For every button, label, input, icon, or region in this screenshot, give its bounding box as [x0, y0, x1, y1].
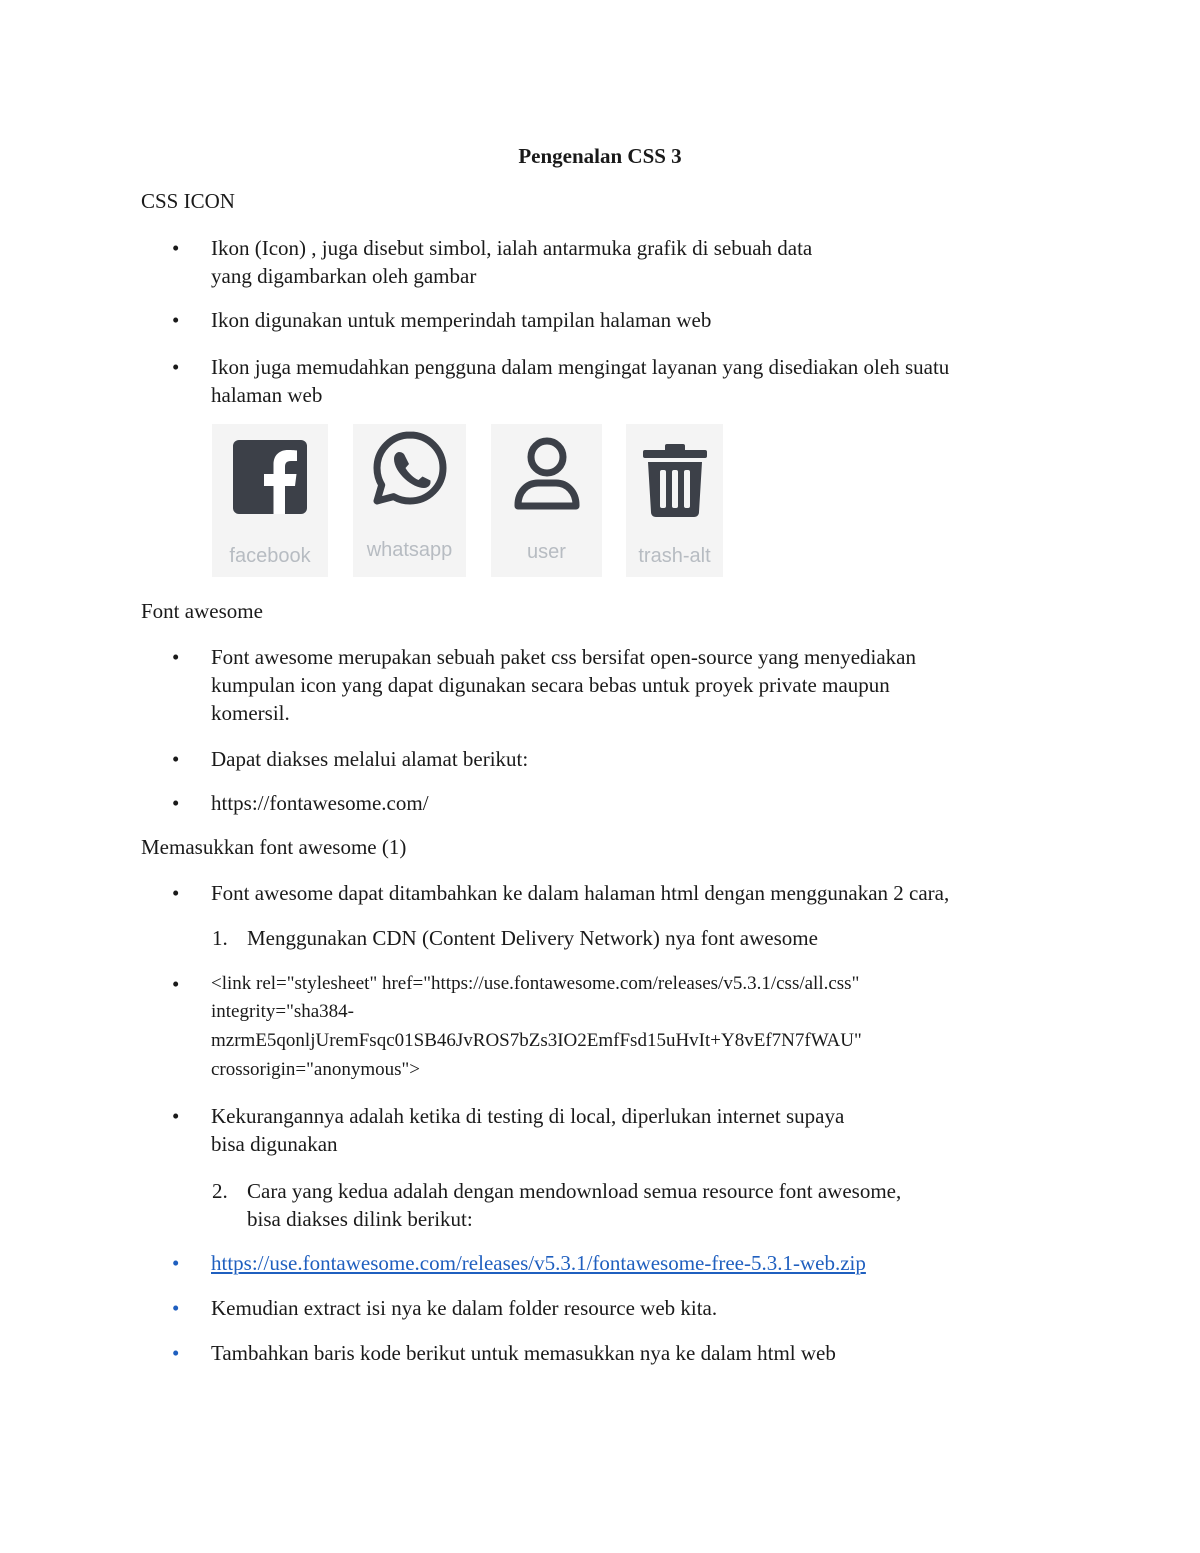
list-item-continuation: halaman web	[211, 383, 323, 407]
step-number: 1.	[212, 926, 228, 950]
bullet-marker: •	[172, 645, 180, 669]
icon-tile-user	[491, 424, 602, 577]
step-number: 2.	[212, 1179, 228, 1203]
bullet-marker: •	[172, 1104, 180, 1128]
code-line: integrity="sha384-	[211, 1001, 355, 1022]
trash-alt-icon	[643, 442, 707, 518]
bullet-marker: •	[172, 308, 180, 332]
download-link[interactable]: https://use.fontawesome.com/releases/v5.3.1/fontawesome-free-5.3.1-web.zip	[211, 1251, 866, 1275]
facebook-icon	[233, 440, 307, 514]
section-heading-css-icon: CSS ICON	[141, 189, 235, 213]
icon-label: user	[527, 541, 566, 563]
icon-tile-facebook	[212, 424, 328, 577]
bullet-marker: •	[172, 355, 180, 379]
list-item: Kekurangannya adalah ketika di testing di local, diperlukan internet supaya	[211, 1104, 845, 1128]
step-item-continuation: bisa diakses dilink berikut:	[247, 1207, 473, 1231]
whatsapp-icon	[372, 430, 448, 506]
fontawesome-url-text: https://fontawesome.com/	[211, 791, 429, 815]
user-icon	[512, 436, 582, 512]
list-item-continuation: komersil.	[211, 701, 290, 725]
icon-label: whatsapp	[366, 539, 453, 561]
code-line: <link rel="stylesheet" href="https://use.fontawesome.com/releases/v5.3.1/css/all.css"	[211, 973, 860, 994]
icon-label: trash-alt	[638, 545, 711, 567]
list-item: Ikon (Icon) , juga disebut simbol, ialah antarmuka grafik di sebuah data	[211, 236, 813, 260]
list-item: Dapat diakses melalui alamat berikut:	[211, 747, 529, 771]
icon-tile-trash-alt	[626, 424, 723, 577]
list-item: Font awesome dapat ditambahkan ke dalam halaman html dengan menggunakan 2 cara,	[211, 881, 950, 905]
list-item: Tambahkan baris kode berikut untuk memasukkan nya ke dalam html web	[211, 1341, 836, 1365]
step-item: Menggunakan CDN (Content Delivery Network) nya font awesome	[247, 926, 818, 950]
list-item-continuation: yang digambarkan oleh gambar	[211, 264, 477, 288]
bullet-marker: •	[172, 1341, 180, 1365]
bullet-marker: •	[172, 747, 180, 771]
bullet-marker: •	[172, 881, 180, 905]
section-heading-memasukkan: Memasukkan font awesome (1)	[141, 835, 407, 859]
section-heading-font-awesome: Font awesome	[141, 599, 263, 623]
bullet-marker: •	[172, 791, 180, 815]
icon-label: facebook	[229, 545, 311, 567]
list-item: Font awesome merupakan sebuah paket css bersifat open-source yang menyediakan	[211, 645, 917, 669]
list-item-continuation: bisa digunakan	[211, 1132, 338, 1156]
bullet-marker: •	[172, 972, 180, 996]
bullet-marker: •	[172, 1296, 180, 1320]
list-item: Ikon juga memudahkan pengguna dalam mengingat layanan yang disediakan oleh suatu	[211, 355, 950, 379]
code-line: mzrmE5qonljUremFsqc01SB46JvROS7bZs3IO2EmfFsd15uHvIt+Y8vEf7N7fWAU"	[211, 1030, 862, 1051]
list-item-continuation: kumpulan icon yang dapat digunakan secara bebas untuk proyek private maupun	[211, 673, 890, 697]
code-line: crossorigin="anonymous">	[211, 1059, 420, 1080]
step-item: Cara yang kedua adalah dengan mendownload semua resource font awesome,	[247, 1179, 902, 1203]
list-item: Ikon digunakan untuk memperindah tampilan halaman web	[211, 308, 712, 332]
bullet-marker: •	[172, 1251, 180, 1275]
list-item: Kemudian extract isi nya ke dalam folder resource web kita.	[211, 1296, 718, 1320]
icon-tile-whatsapp	[353, 424, 466, 577]
page-title: Pengenalan CSS 3	[518, 144, 682, 168]
bullet-marker: •	[172, 236, 180, 260]
